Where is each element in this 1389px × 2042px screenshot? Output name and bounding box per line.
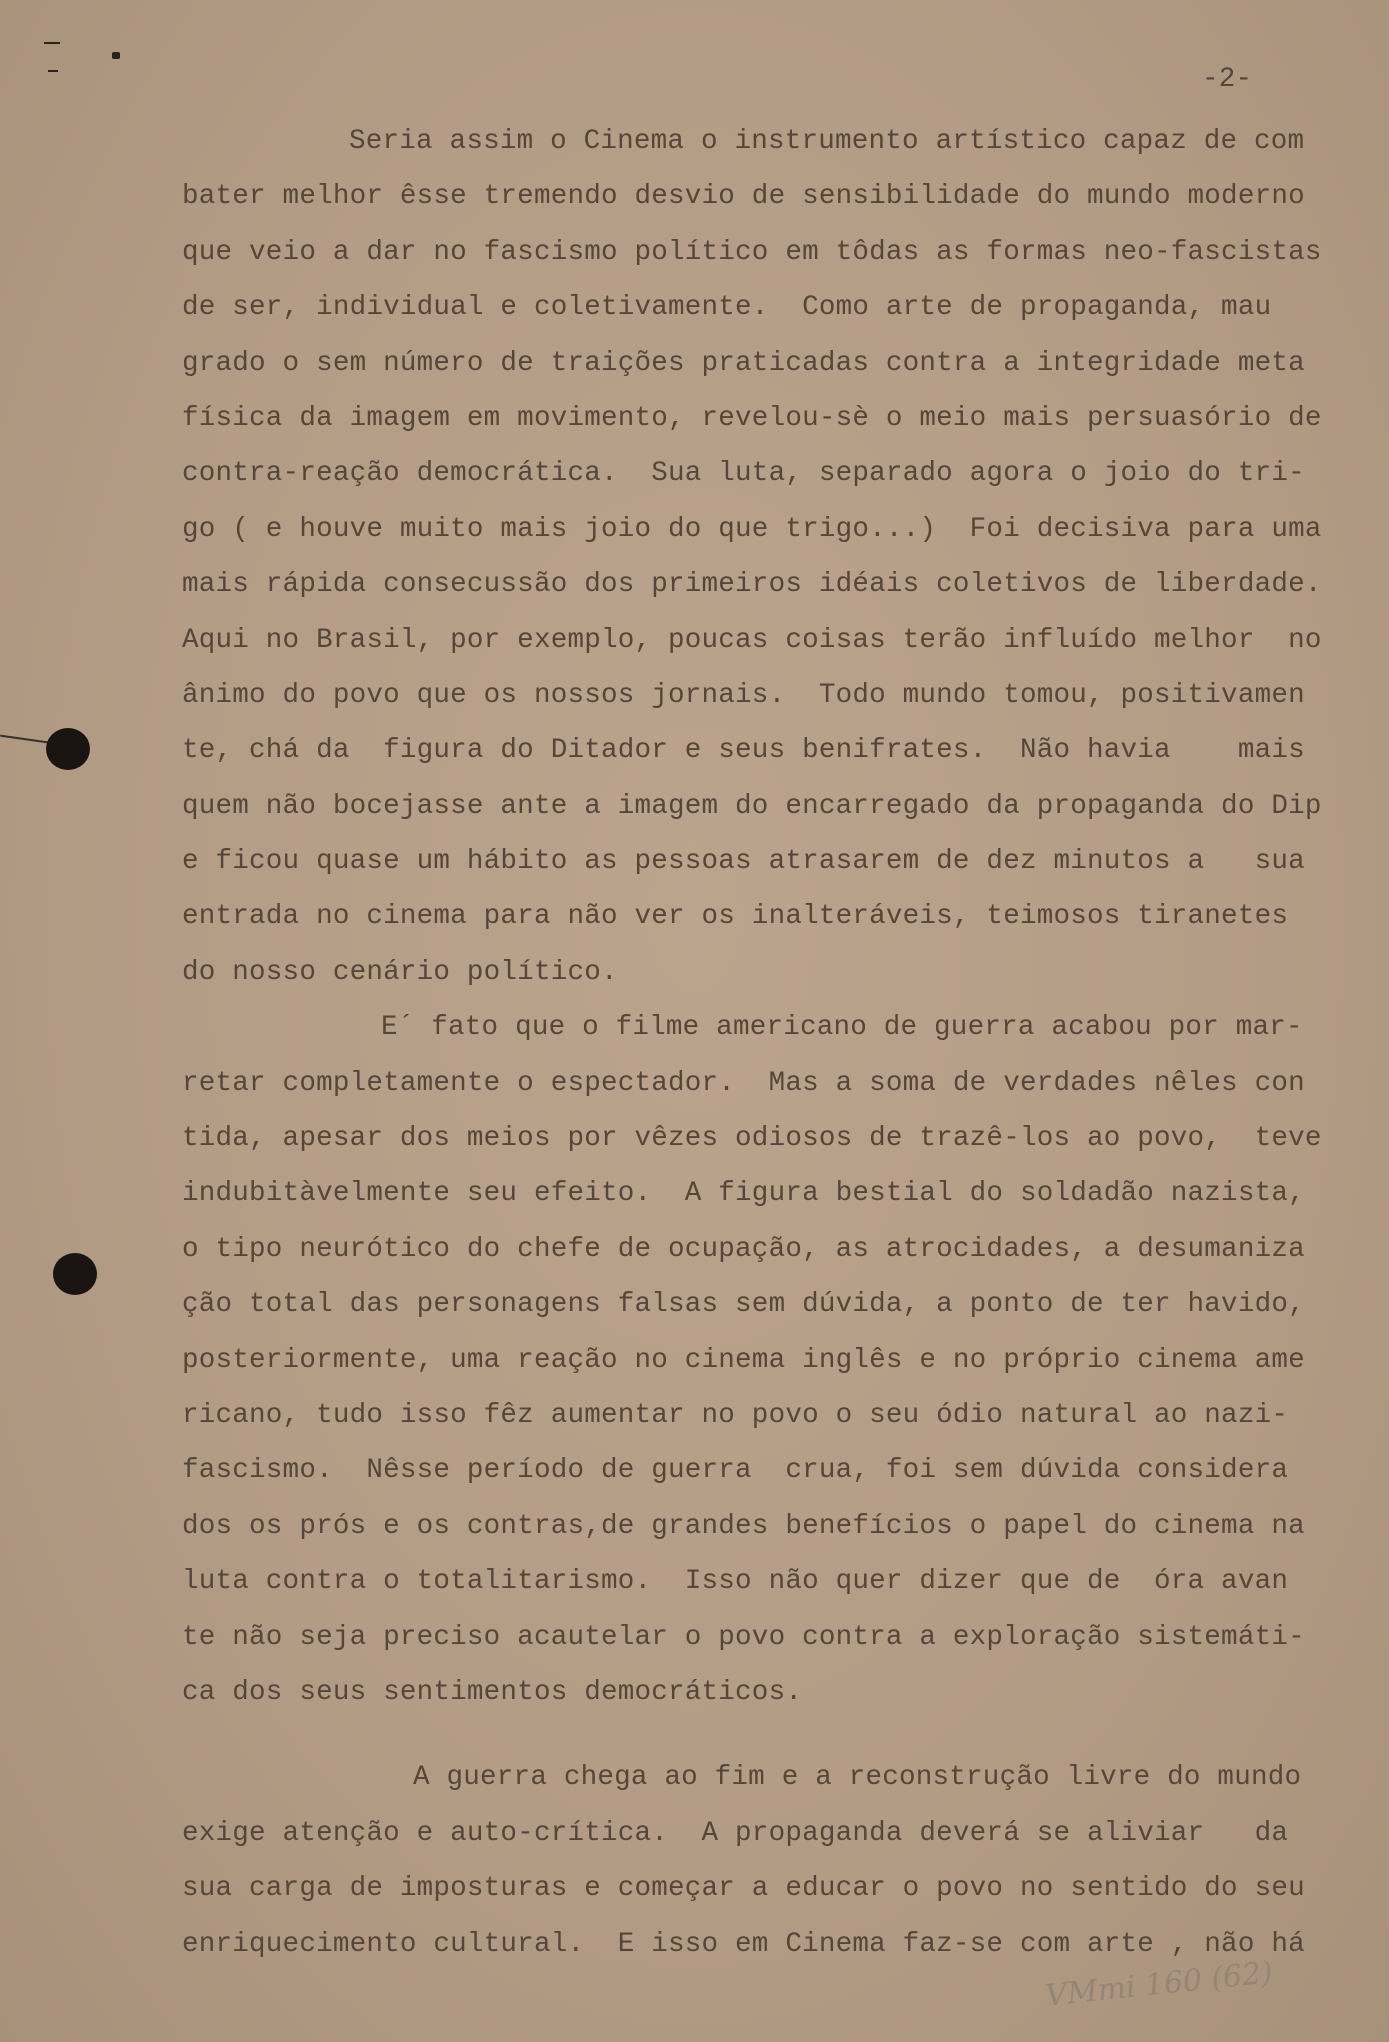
text-line: ção total das personagens falsas sem dúvida, a ponto de ter havido,	[182, 1289, 1305, 1321]
text-line: e ficou quase um hábito as pessoas atrasarem de dez minutos a sua	[182, 846, 1305, 878]
text-line: bater melhor êsse tremendo desvio de sensibilidade do mundo moderno	[182, 181, 1305, 213]
handwritten-archive-note: VMmi 160 (62)	[1043, 1955, 1275, 2014]
text-line: Aqui no Brasil, por exemplo, poucas coisas terão influído melhor no	[182, 624, 1322, 656]
text-line: te, chá da figura do Ditador e seus benifrates. Não havia mais	[182, 735, 1305, 767]
ink-mark	[0, 735, 48, 744]
text-line: mais rápida consecussão dos primeiros idéais coletivos de liberdade.	[182, 569, 1322, 601]
punch-hole	[53, 1253, 97, 1295]
text-line: exige atenção e auto-crítica. A propaganda deverá se aliviar da	[182, 1817, 1289, 1849]
paragraph	[182, 1750, 1322, 1972]
paragraph	[182, 114, 1322, 1000]
ink-speck	[44, 42, 60, 44]
text-line: posteriormente, uma reação no cinema inglês e no próprio cinema ame	[182, 1344, 1305, 1376]
ink-speck	[48, 70, 58, 72]
text-line: enriquecimento cultural. E isso em Cinema faz-se com arte , não há	[182, 1928, 1305, 1960]
text-line: fascismo. Nêsse período de guerra crua, foi sem dúvida considera	[182, 1455, 1289, 1487]
text-line: entrada no cinema para não ver os inalteráveis, teimosos tiranetes	[182, 901, 1289, 933]
text-line: dos os prós e os contras,de grandes benefícios o papel do cinema na	[182, 1510, 1305, 1542]
text-line: tida, apesar dos meios por vêzes odiosos de trazê-los ao povo, teve	[182, 1123, 1322, 1155]
text-line: quem não bocejasse ante a imagem do encarregado da propaganda do Dip	[182, 790, 1322, 822]
text-line: indubitàvelmente seu efeito. A figura bestial do soldadão nazista,	[182, 1178, 1305, 1210]
document-body	[182, 114, 1322, 1972]
text-line: grado o sem número de traições praticadas contra a integridade meta	[182, 347, 1305, 379]
text-line: ânimo do povo que os nossos jornais. Todo mundo tomou, positivamen	[182, 679, 1305, 711]
punch-hole	[46, 728, 90, 770]
text-line: o tipo neurótico do chefe de ocupação, as atrocidades, a desumaniza	[182, 1233, 1305, 1265]
text-line: sua carga de imposturas e começar a educar o povo no sentido do seu	[182, 1873, 1305, 1905]
text-line: do nosso cenário político.	[182, 956, 618, 988]
text-line: luta contra o totalitarismo. Isso não quer dizer que de óra avan	[182, 1566, 1289, 1598]
text-line: te não seja preciso acautelar o povo contra a exploração sistemáti-	[182, 1621, 1305, 1653]
text-line: go ( e houve muito mais joio do que trigo...) Foi decisiva para uma	[182, 513, 1322, 545]
text-line: retar completamente o espectador. Mas a soma de verdades nêles con	[182, 1067, 1305, 1099]
text-line: A guerra chega ao fim e a reconstrução livre do mundo	[413, 1762, 1302, 1794]
text-line: que veio a dar no fascismo político em tôdas as formas neo-fascistas	[182, 236, 1322, 268]
text-line: E´ fato que o filme americano de guerra acabou por mar-	[381, 1012, 1303, 1044]
text-line: ca dos seus sentimentos democráticos.	[182, 1676, 803, 1708]
text-line: física da imagem em movimento, revelou-sè o meio mais persuasório de	[182, 402, 1322, 434]
text-line: Seria assim o Cinema o instrumento artístico capaz de com	[349, 126, 1305, 157]
paragraph	[182, 1000, 1322, 1720]
text-line: ricano, tudo isso fêz aumentar no povo o seu ódio natural ao nazi-	[182, 1399, 1289, 1431]
page-number: -2-	[1202, 64, 1253, 95]
ink-speck	[112, 52, 120, 59]
text-line: contra-reação democrática. Sua luta, separado agora o joio do tri-	[182, 458, 1305, 490]
text-line: de ser, individual e coletivamente. Como arte de propaganda, mau	[182, 292, 1272, 324]
